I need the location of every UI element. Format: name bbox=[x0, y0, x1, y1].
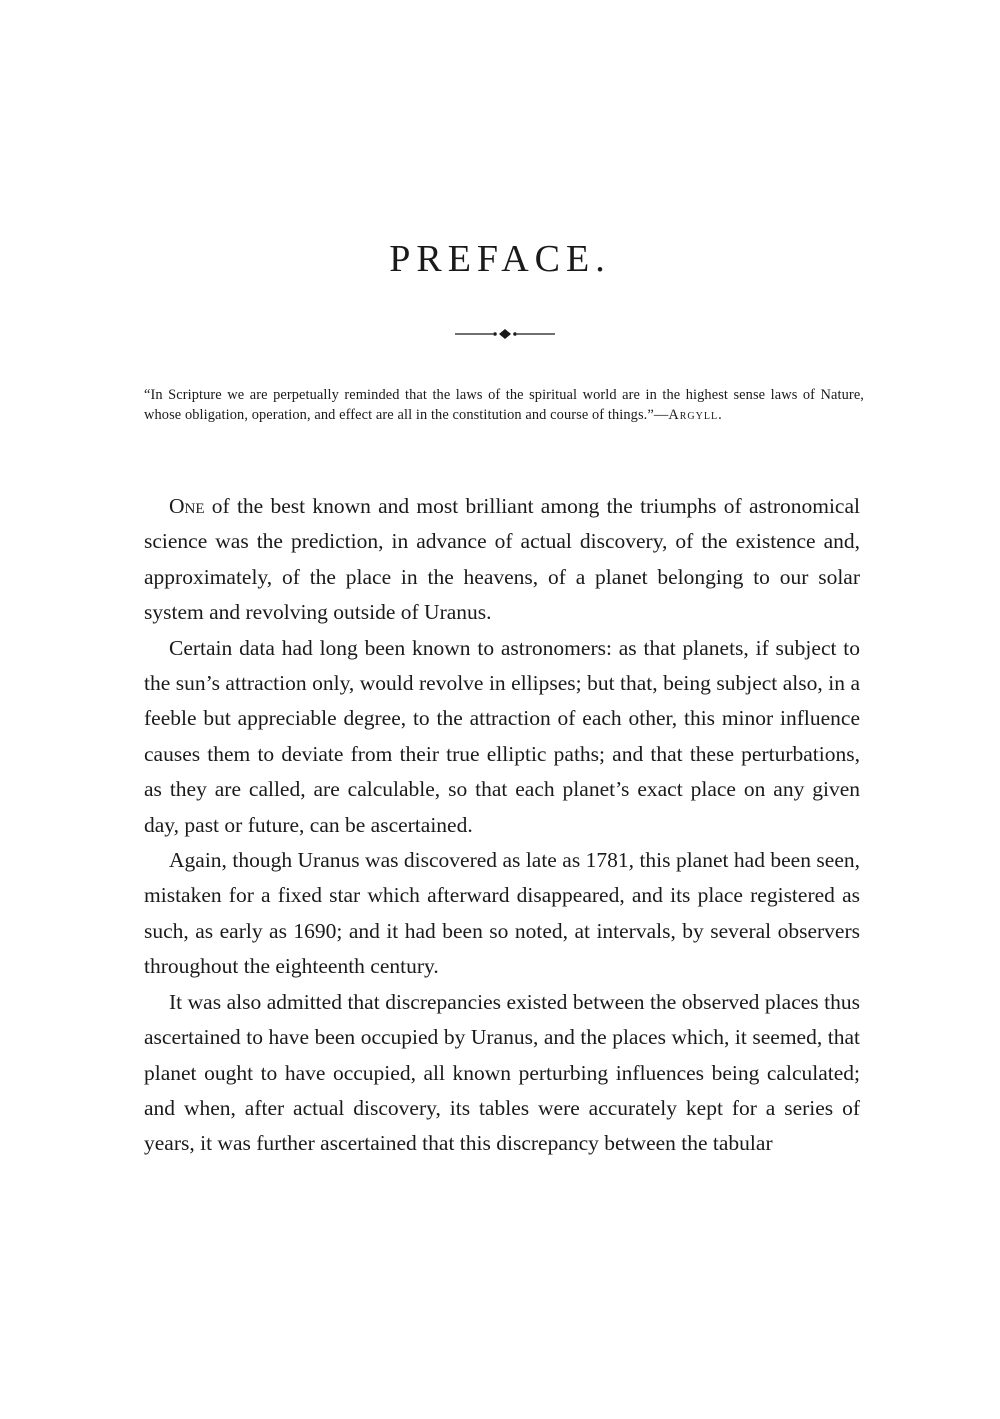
paragraph-3: Again, though Uranus was discovered as late as 1781, this planet had been seen, mistaken for a fixed star which afterward disappeared, and its place registered as such, as early as 1690; and it had been so noted, at intervals, by several observers throughout the eighteenth century. bbox=[144, 848, 860, 979]
paragraph-1-lead: One bbox=[169, 494, 205, 518]
preface-body bbox=[144, 489, 860, 1162]
paragraph-1-text: of the best known and most brilliant among the triumphs of astronomical science was the prediction, in advance of actual discovery, of the existence and, approximately, of the place in the heavens, of a planet belonging to our solar system and revolving outside of Uranus. bbox=[144, 494, 860, 625]
epigraph-quote: “In Scripture we are perpetually reminded that the laws of the spiritual world are in the highest sense laws of Nature, whose obligation, operation, and effect are all in the constitution and course of things.”— bbox=[144, 387, 864, 423]
ornament-divider bbox=[455, 326, 555, 342]
paragraph-4: It was also admitted that discrepancies existed between the observed places thus ascertained to have been occupied by Uranus, and the places which, it seemed, that planet ought to have occupied, all known perturbing influences being calculated; and when, after actual discovery, its tables were accurately kept for a series of years, it was further ascertained that this discrepancy between the tabular bbox=[144, 989, 860, 1156]
paragraph-2: Certain data had long been known to astronomers: as that planets, if subject to the sun’s attraction only, would revolve in ellipses; but that, being subject also, in a feeble but appreciable degree, to the attraction of each other, this minor influence causes them to deviate from their true elliptic paths; and that these perturbations, as they are called, are calculable, so that each planet’s exact place on any given day, past or future, can be ascertained. bbox=[144, 635, 860, 837]
epigraph-author: Argyll. bbox=[668, 407, 723, 423]
paragraph-1 bbox=[144, 489, 860, 631]
epigraph bbox=[144, 385, 864, 425]
page-title: PREFACE. bbox=[389, 238, 611, 280]
